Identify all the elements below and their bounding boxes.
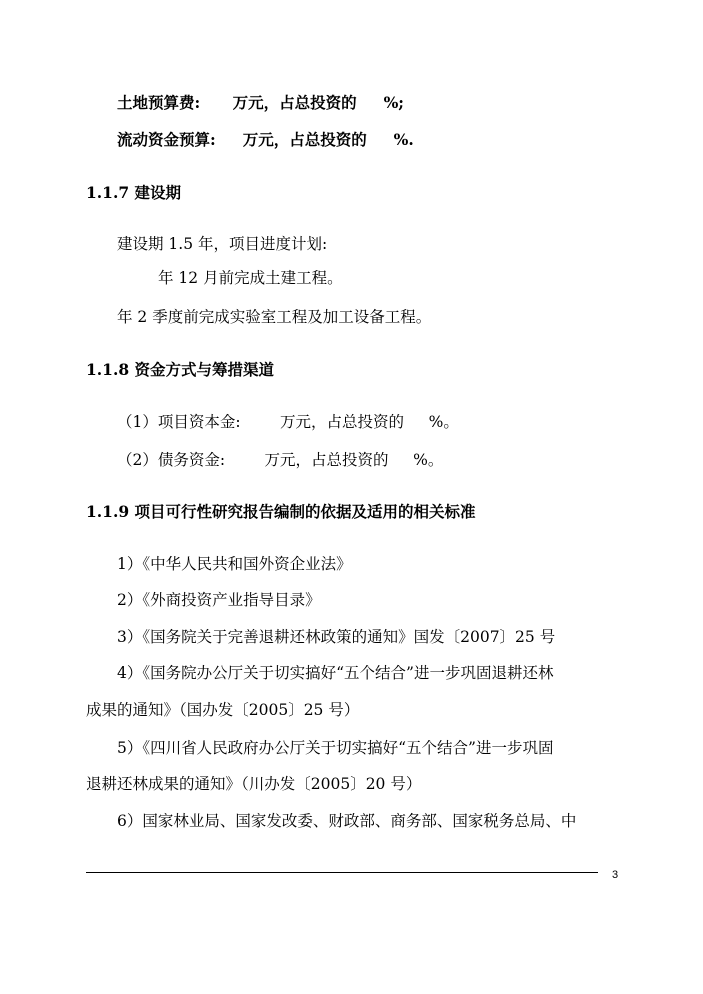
section-heading-basis: 1.1.9 项目可行性研究报告编制的依据及适用的相关标准 [86,502,476,521]
reference-item-4-line-1: 4）《国务院办公厅关于切实搞好“五个结合”进一步巩固退耕还林 [117,664,554,682]
section-heading-funding: 1.1.8 资金方式与筹措渠道 [86,360,275,379]
reference-item-6: 6）国家林业局、国家发改委、财政部、商务部、国家税务总局、中 [117,812,577,830]
reference-item-5-line-1: 5）《四川省人民政府办公厅关于切实搞好“五个结合”进一步巩固 [117,739,554,757]
reference-item-4-line-2: 成果的通知》（国办发〔2005〕25 号） [86,701,360,719]
funding-item-1: （1）项目资本金: 万元，占总投资的 %。 [117,413,459,431]
working-capital-budget-line: 流动资金预算: 万元，占总投资的 %. [117,130,414,149]
footer-divider [86,872,598,873]
page-number: 3 [612,869,619,881]
schedule-step-1: 年 12 月前完成土建工程。 [158,269,343,287]
reference-item-2: 2）《外商投资产业指导目录》 [117,591,321,609]
funding-item-2: （2）债务资金: 万元，占总投资的 %。 [117,451,444,469]
section-heading-construction-period: 1.1.7 建设期 [86,183,182,202]
reference-item-3: 3）《国务院关于完善退耕还林政策的通知》国发〔2007〕25 号 [117,628,556,646]
schedule-step-2: 年 2 季度前完成实验室工程及加工设备工程。 [117,308,432,326]
reference-item-5-line-2: 退耕还林成果的通知》（川办发〔2005〕20 号） [86,775,422,793]
reference-item-1: 1）《中华人民共和国外资企业法》 [117,555,352,573]
construction-period-intro: 建设期 1.5 年，项目进度计划: [117,235,328,253]
land-budget-line: 土地预算费: 万元，占总投资的 %; [117,93,405,112]
